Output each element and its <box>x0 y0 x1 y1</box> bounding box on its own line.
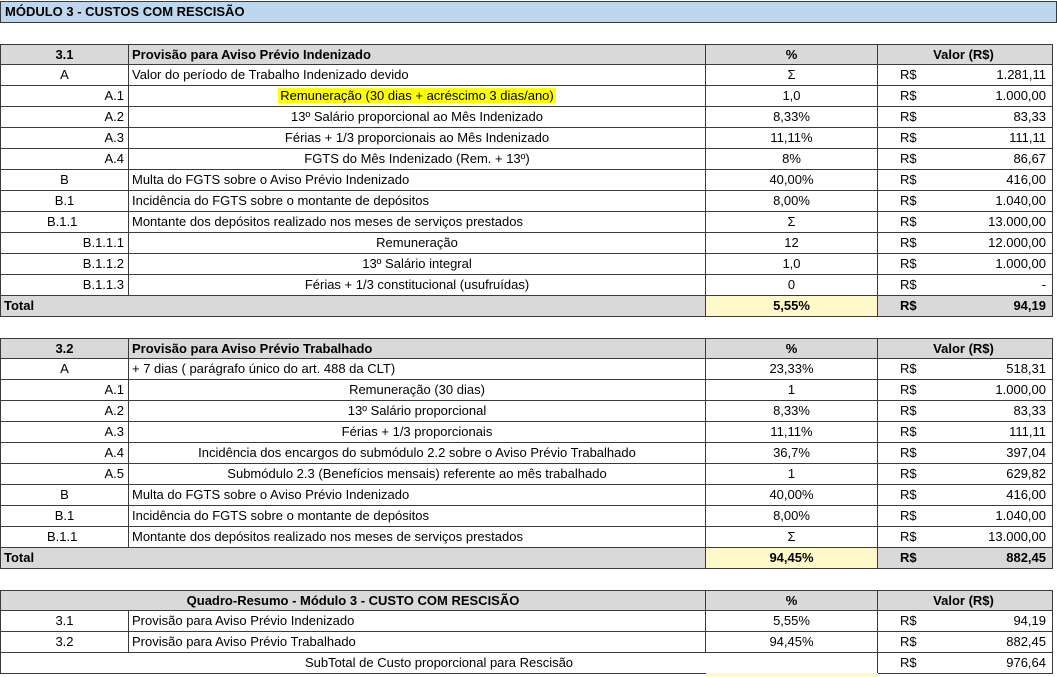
header-percent[interactable]: % <box>706 338 878 359</box>
subtotal-row <box>0 653 1057 674</box>
row-value[interactable]: 1.040,00 <box>923 191 1053 212</box>
row-currency[interactable]: R$ <box>878 191 923 212</box>
row-value[interactable]: 882,45 <box>923 632 1053 653</box>
table-row <box>0 107 1057 128</box>
row-code[interactable]: 3.2 <box>0 632 129 653</box>
row-code[interactable]: B.1 <box>0 506 129 527</box>
row-value[interactable]: 111,11 <box>923 128 1053 149</box>
table-row <box>0 485 1057 506</box>
row-percent[interactable]: 11,11% <box>706 128 878 149</box>
table-row <box>0 401 1057 422</box>
row-code[interactable]: B.1.1.1 <box>0 233 129 254</box>
row-code[interactable]: B.1.1.3 <box>0 275 129 296</box>
total-percent[interactable]: 5,55% <box>706 296 878 317</box>
table-header-row <box>0 590 1057 611</box>
row-currency[interactable]: R$ <box>878 86 923 107</box>
row-value[interactable]: 1.281,11 <box>923 65 1053 86</box>
row-percent[interactable]: 8,33% <box>706 107 878 128</box>
row-percent[interactable]: 94,45% <box>706 632 878 653</box>
row-description[interactable]: 13º Salário proporcional <box>129 401 706 422</box>
row-currency[interactable]: R$ <box>878 527 923 548</box>
row-percent[interactable]: 8,00% <box>706 191 878 212</box>
row-currency[interactable]: R$ <box>878 401 923 422</box>
row-percent[interactable]: 8,00% <box>706 506 878 527</box>
table-row <box>0 233 1057 254</box>
row-currency[interactable]: R$ <box>878 65 923 86</box>
total-currency[interactable]: R$ <box>878 296 923 317</box>
table-row <box>0 86 1057 107</box>
row-description[interactable]: Montante dos depósitos realizado nos meses de serviços prestados <box>129 212 706 233</box>
row-code[interactable]: A.4 <box>0 443 129 464</box>
row-percent[interactable]: 40,00% <box>706 485 878 506</box>
row-code[interactable]: A.3 <box>0 422 129 443</box>
row-description[interactable]: 13º Salário proporcional ao Mês Indenizado <box>129 107 706 128</box>
row-code[interactable]: A <box>0 65 129 86</box>
row-currency[interactable]: R$ <box>878 128 923 149</box>
table-row <box>0 464 1057 485</box>
row-currency[interactable]: R$ <box>878 149 923 170</box>
row-percent[interactable]: 12 <box>706 233 878 254</box>
subtotal-label[interactable]: SubTotal de Custo proporcional para Rescisão <box>0 653 878 674</box>
header-code[interactable]: 3.1 <box>0 44 129 65</box>
row-percent[interactable]: 1 <box>706 380 878 401</box>
row-value[interactable]: 1.000,00 <box>923 380 1053 401</box>
row-currency[interactable]: R$ <box>878 611 923 632</box>
row-code[interactable]: B <box>0 170 129 191</box>
row-description[interactable]: Remuneração (30 dias) <box>129 380 706 401</box>
row-value[interactable]: 518,31 <box>923 359 1053 380</box>
row-currency[interactable]: R$ <box>878 107 923 128</box>
row-code[interactable]: A.1 <box>0 380 129 401</box>
row-value[interactable]: 86,67 <box>923 149 1053 170</box>
row-percent[interactable]: Σ <box>706 65 878 86</box>
row-percent[interactable]: 36,7% <box>706 443 878 464</box>
row-percent[interactable]: 23,33% <box>706 359 878 380</box>
row-percent[interactable]: 5,55% <box>706 611 878 632</box>
row-percent[interactable]: 1 <box>706 464 878 485</box>
row-code[interactable]: 3.1 <box>0 611 129 632</box>
row-description[interactable]: Férias + 1/3 proporcionais ao Mês Indenizado <box>129 128 706 149</box>
header-title[interactable]: Provisão para Aviso Prévio Indenizado <box>129 44 706 65</box>
row-description[interactable]: Provisão para Aviso Prévio Trabalhado <box>129 632 706 653</box>
row-percent[interactable]: Σ <box>706 212 878 233</box>
table-row <box>0 443 1057 464</box>
row-value[interactable]: 1.040,00 <box>923 506 1053 527</box>
total-row <box>0 548 1057 569</box>
row-percent[interactable]: 11,11% <box>706 422 878 443</box>
table-row <box>0 149 1057 170</box>
row-percent[interactable]: Σ <box>706 527 878 548</box>
row-currency[interactable]: R$ <box>878 380 923 401</box>
total-label[interactable]: Total <box>0 296 706 317</box>
row-currency[interactable]: R$ <box>878 275 923 296</box>
header-percent[interactable]: % <box>706 590 878 611</box>
header-code[interactable]: 3.2 <box>0 338 129 359</box>
total-cell-partial <box>706 673 878 677</box>
row-value[interactable]: 629,82 <box>923 464 1053 485</box>
header-percent[interactable]: % <box>706 44 878 65</box>
row-code[interactable]: A.3 <box>0 128 129 149</box>
row-value[interactable]: 416,00 <box>923 485 1053 506</box>
row-description[interactable]: Provisão para Aviso Prévio Indenizado <box>129 611 706 632</box>
row-percent[interactable]: 0 <box>706 275 878 296</box>
row-value[interactable]: 83,33 <box>923 401 1053 422</box>
module-title-row[interactable] <box>0 1 1057 23</box>
row-value[interactable]: 1.000,00 <box>923 86 1053 107</box>
total-value[interactable]: 94,19 <box>923 296 1053 317</box>
row-percent[interactable]: 40,00% <box>706 170 878 191</box>
row-code[interactable]: B <box>0 485 129 506</box>
row-code[interactable]: A.4 <box>0 149 129 170</box>
row-description[interactable]: Incidência do FGTS sobre o montante de depósitos <box>129 191 706 212</box>
row-description[interactable]: Submódulo 2.3 (Benefícios mensais) referente ao mês trabalhado <box>129 464 706 485</box>
row-description[interactable]: 13º Salário integral <box>129 254 706 275</box>
row-code[interactable]: B.1.1 <box>0 527 129 548</box>
table-row <box>0 422 1057 443</box>
row-percent[interactable]: 8,33% <box>706 401 878 422</box>
table-row <box>0 611 1057 632</box>
row-currency[interactable]: R$ <box>878 254 923 275</box>
row-currency[interactable]: R$ <box>878 170 923 191</box>
table-header-row <box>0 338 1057 359</box>
table-row <box>0 632 1057 653</box>
row-currency[interactable]: R$ <box>878 422 923 443</box>
row-code[interactable]: B.1 <box>0 191 129 212</box>
table-row <box>0 254 1057 275</box>
row-percent[interactable]: 8% <box>706 149 878 170</box>
header-value[interactable]: Valor (R$) <box>878 590 1053 611</box>
table-row <box>0 506 1057 527</box>
row-currency[interactable]: R$ <box>878 632 923 653</box>
row-currency[interactable]: R$ <box>878 485 923 506</box>
row-code[interactable]: B.1.1.2 <box>0 254 129 275</box>
row-value[interactable]: 13.000,00 <box>923 527 1053 548</box>
total-currency[interactable]: R$ <box>878 548 923 569</box>
row-code[interactable]: A.2 <box>0 401 129 422</box>
summary-header-title[interactable]: Quadro-Resumo - Módulo 3 - CUSTO COM RESCISÃO <box>0 590 706 611</box>
row-currency[interactable]: R$ <box>878 506 923 527</box>
row-description[interactable]: Multa do FGTS sobre o Aviso Prévio Indenizado <box>129 485 706 506</box>
row-code[interactable]: B.1.1 <box>0 212 129 233</box>
table-row <box>0 212 1057 233</box>
row-percent[interactable]: 1,0 <box>706 254 878 275</box>
table-row <box>0 380 1057 401</box>
row-description[interactable]: Multa do FGTS sobre o Aviso Prévio Indenizado <box>129 170 706 191</box>
table-row <box>0 128 1057 149</box>
total-percent[interactable]: 94,45% <box>706 548 878 569</box>
table-row <box>0 191 1057 212</box>
row-currency[interactable]: R$ <box>878 359 923 380</box>
table-row <box>0 527 1057 548</box>
module-title: MÓDULO 3 - CUSTOS COM RESCISÃO <box>5 4 245 19</box>
row-currency[interactable]: R$ <box>878 464 923 485</box>
row-value[interactable]: 83,33 <box>923 107 1053 128</box>
total-row <box>0 296 1057 317</box>
highlighted-text: Remuneração (30 dias + acréscimo 3 dias/ano) <box>280 88 554 103</box>
row-description[interactable]: Férias + 1/3 proporcionais <box>129 422 706 443</box>
table-row <box>0 359 1057 380</box>
row-code[interactable]: A.1 <box>0 86 129 107</box>
row-description[interactable]: Férias + 1/3 constitucional (usufruídas) <box>129 275 706 296</box>
row-code[interactable]: A.2 <box>0 107 129 128</box>
row-value[interactable]: 397,04 <box>923 443 1053 464</box>
row-code[interactable]: A <box>0 359 129 380</box>
table-row <box>0 275 1057 296</box>
row-value[interactable]: 1.000,00 <box>923 254 1053 275</box>
row-description[interactable]: FGTS do Mês Indenizado (Rem. + 13º) <box>129 149 706 170</box>
table-row <box>0 65 1057 86</box>
row-description[interactable]: Incidência do FGTS sobre o montante de depósitos <box>129 506 706 527</box>
subtotal-currency[interactable]: R$ <box>878 653 923 674</box>
row-value[interactable]: 94,19 <box>923 611 1053 632</box>
row-value[interactable]: 12.000,00 <box>923 233 1053 254</box>
row-description[interactable]: Montante dos depósitos realizado nos meses de serviços prestados <box>129 527 706 548</box>
row-description[interactable]: Incidência dos encargos do submódulo 2.2 sobre o Aviso Prévio Trabalhado <box>129 443 706 464</box>
row-description[interactable] <box>129 86 706 107</box>
total-label[interactable]: Total <box>0 548 706 569</box>
row-value[interactable]: 13.000,00 <box>923 212 1053 233</box>
row-description[interactable]: + 7 dias ( parágrafo único do art. 488 da CLT) <box>129 359 706 380</box>
table-row <box>0 170 1057 191</box>
row-currency[interactable]: R$ <box>878 443 923 464</box>
row-currency[interactable]: R$ <box>878 212 923 233</box>
row-currency[interactable]: R$ <box>878 233 923 254</box>
row-description[interactable]: Valor do período de Trabalho Indenizado devido <box>129 65 706 86</box>
header-value[interactable]: Valor (R$) <box>878 338 1053 359</box>
row-code[interactable]: A.5 <box>0 464 129 485</box>
row-value[interactable]: - <box>923 275 1053 296</box>
row-percent[interactable]: 1,0 <box>706 86 878 107</box>
table-header-row <box>0 44 1057 65</box>
row-value[interactable]: 111,11 <box>923 422 1053 443</box>
subtotal-value[interactable]: 976,64 <box>923 653 1053 674</box>
row-value[interactable]: 416,00 <box>923 170 1053 191</box>
header-title[interactable]: Provisão para Aviso Prévio Trabalhado <box>129 338 706 359</box>
total-value[interactable]: 882,45 <box>923 548 1053 569</box>
row-description[interactable]: Remuneração <box>129 233 706 254</box>
header-value[interactable]: Valor (R$) <box>878 44 1053 65</box>
